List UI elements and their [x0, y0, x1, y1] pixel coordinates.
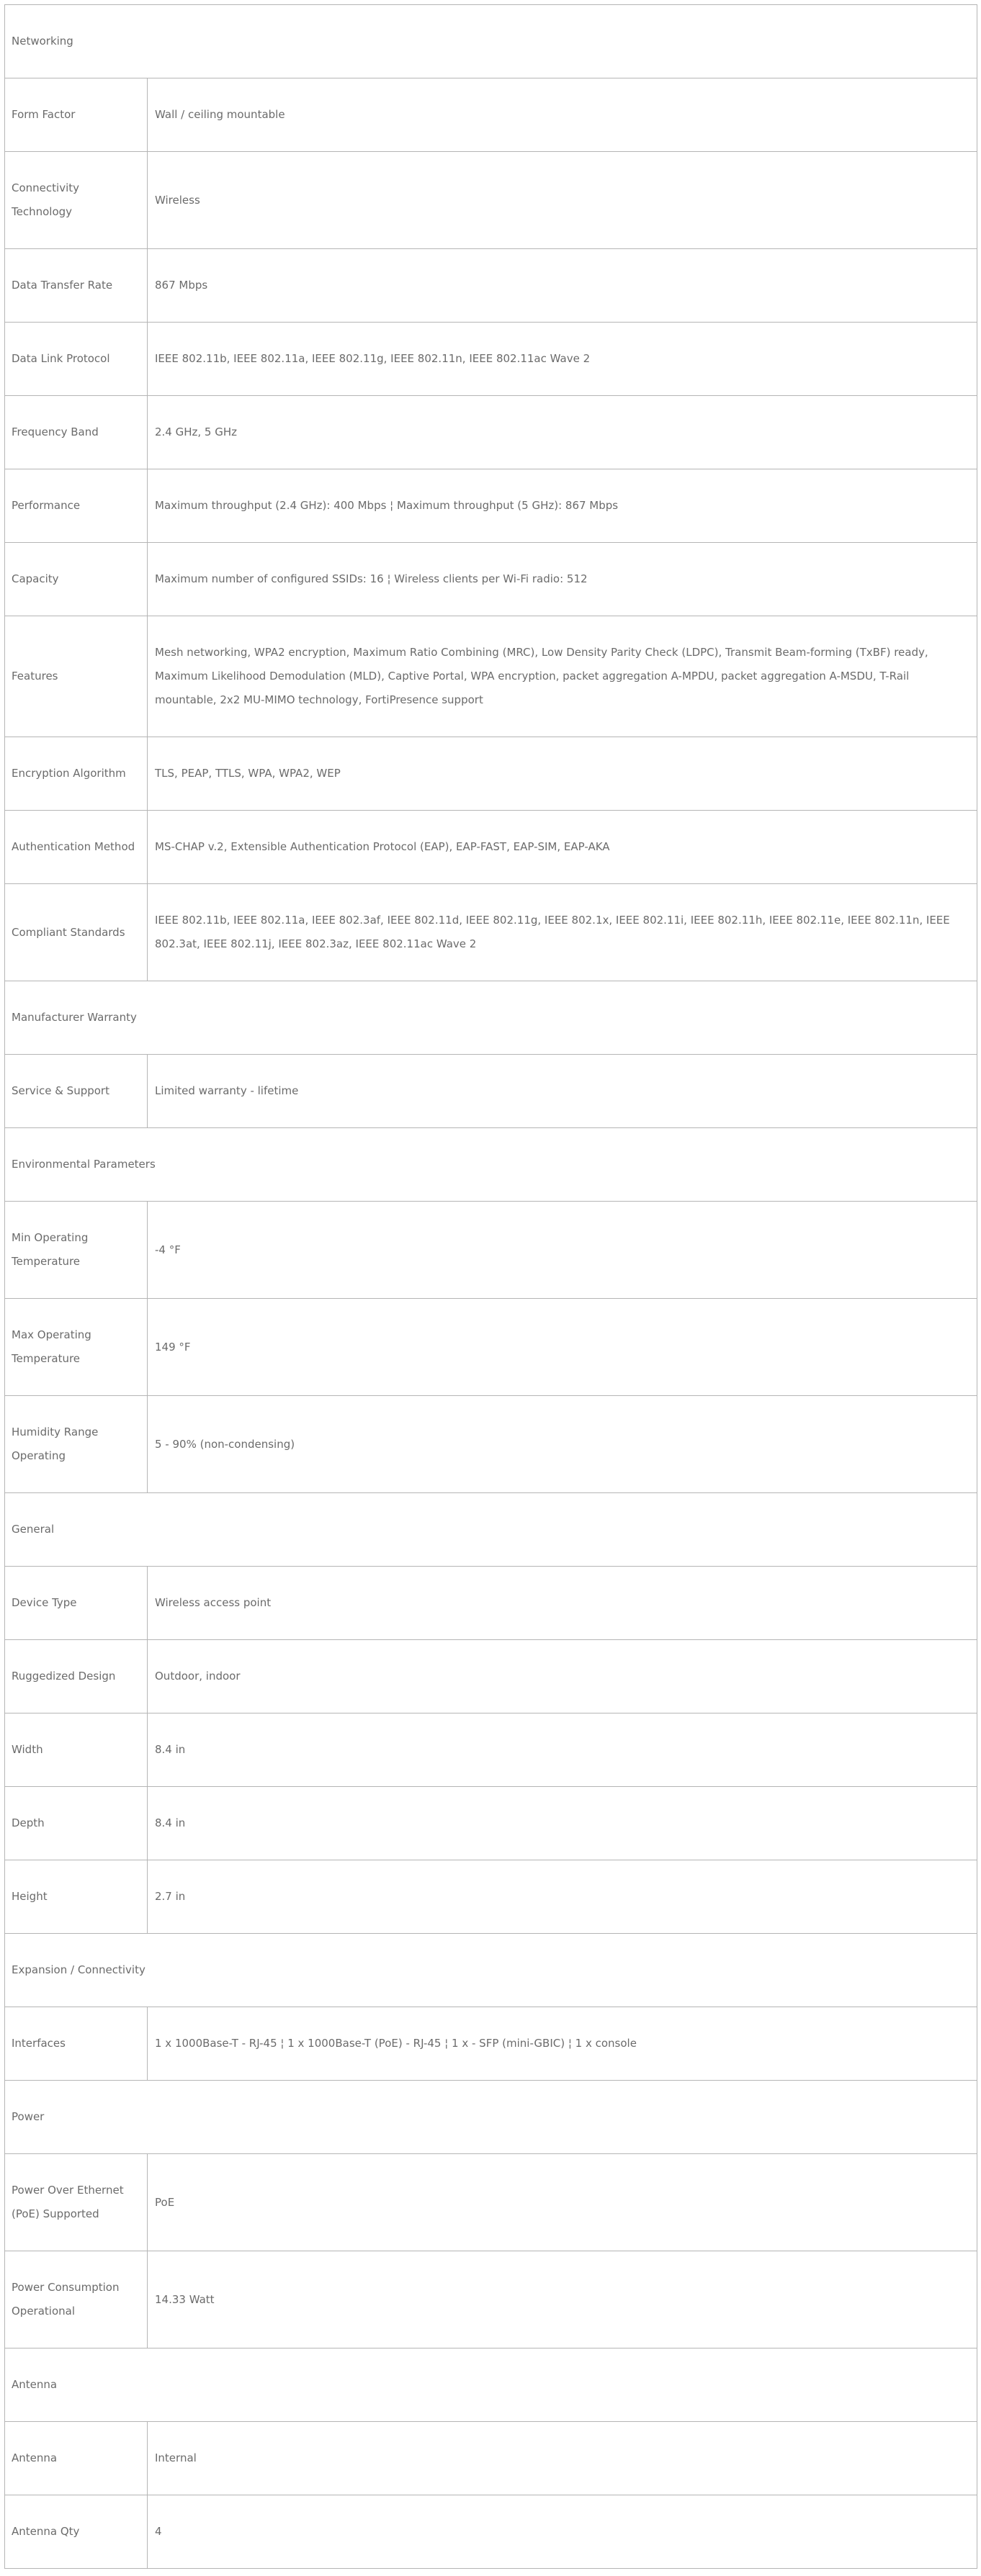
section-title: Expansion / Connectivity	[5, 1934, 977, 2007]
spec-row	[5, 2154, 977, 2251]
spec-label: Connectivity Technology	[5, 152, 148, 249]
section-header-row	[5, 1493, 977, 1567]
spec-label: Capacity	[5, 543, 148, 616]
spec-row	[5, 1202, 977, 1299]
spec-label: Width	[5, 1713, 148, 1787]
spec-value: Wall / ceiling mountable	[148, 78, 977, 152]
spec-label: Service & Support	[5, 1055, 148, 1128]
section-title: Antenna	[5, 2348, 977, 2422]
spec-value: Outdoor, indoor	[148, 1640, 977, 1713]
spec-label: Depth	[5, 1787, 148, 1860]
spec-value: 2.4 GHz, 5 GHz	[148, 396, 977, 469]
spec-value: 149 °F	[148, 1299, 977, 1396]
spec-value: Wireless	[148, 152, 977, 249]
spec-row	[5, 2251, 977, 2348]
spec-value: 14.33 Watt	[148, 2251, 977, 2348]
spec-value: 4	[148, 2495, 977, 2569]
section-title: Manufacturer Warranty	[5, 981, 977, 1055]
spec-value: 1 x 1000Base-T - RJ-45 ¦ 1 x 1000Base-T (PoE) - RJ-45 ¦ 1 x - SFP (mini-GBIC) ¦ 1 x console	[148, 2007, 977, 2081]
spec-row	[5, 2007, 977, 2081]
spec-table	[4, 4, 977, 2569]
spec-value: 5 - 90% (non-condensing)	[148, 1396, 977, 1493]
section-title: Power	[5, 2081, 977, 2154]
section-header-row	[5, 5, 977, 78]
spec-value: Internal	[148, 2422, 977, 2495]
spec-label: Data Transfer Rate	[5, 249, 148, 323]
spec-row	[5, 1713, 977, 1787]
spec-row	[5, 884, 977, 981]
spec-row	[5, 152, 977, 249]
section-header-row	[5, 1934, 977, 2007]
spec-value: Limited warranty - lifetime	[148, 1055, 977, 1128]
spec-row	[5, 811, 977, 884]
spec-label: Humidity Range Operating	[5, 1396, 148, 1493]
spec-value: 8.4 in	[148, 1713, 977, 1787]
spec-value: TLS, PEAP, TTLS, WPA, WPA2, WEP	[148, 737, 977, 811]
spec-row	[5, 616, 977, 737]
spec-label: Interfaces	[5, 2007, 148, 2081]
spec-label: Max Operating Temperature	[5, 1299, 148, 1396]
spec-label: Data Link Protocol	[5, 323, 148, 396]
spec-row	[5, 2495, 977, 2569]
spec-label: Min Operating Temperature	[5, 1202, 148, 1299]
section-title: General	[5, 1493, 977, 1567]
spec-value: Mesh networking, WPA2 encryption, Maximum Ratio Combining (MRC), Low Density Parity Check (LDPC), Transmit Beam-forming (TxBF) ready, Maximum Likelihood Demodulation (MLD), Captive Portal, WPA encryption, packet aggregation A-MPDU, packet aggregation A-MSDU, T-Rail mountable, 2x2 MU-MIMO technology, FortiPresence support	[148, 616, 977, 737]
spec-label: Features	[5, 616, 148, 737]
spec-label: Height	[5, 1860, 148, 1934]
spec-row	[5, 469, 977, 543]
spec-label: Antenna	[5, 2422, 148, 2495]
spec-row	[5, 1299, 977, 1396]
spec-label: Frequency Band	[5, 396, 148, 469]
spec-value: Maximum throughput (2.4 GHz): 400 Mbps ¦ Maximum throughput (5 GHz): 867 Mbps	[148, 469, 977, 543]
section-header-row	[5, 2348, 977, 2422]
spec-value: 867 Mbps	[148, 249, 977, 323]
spec-row	[5, 737, 977, 811]
spec-value: 2.7 in	[148, 1860, 977, 1934]
spec-row	[5, 1567, 977, 1640]
spec-value: MS-CHAP v.2, Extensible Authentication Protocol (EAP), EAP-FAST, EAP-SIM, EAP-AKA	[148, 811, 977, 884]
spec-row	[5, 1396, 977, 1493]
spec-label: Performance	[5, 469, 148, 543]
spec-label: Compliant Standards	[5, 884, 148, 981]
spec-row	[5, 1860, 977, 1934]
spec-value: Maximum number of configured SSIDs: 16 ¦ Wireless clients per Wi-Fi radio: 512	[148, 543, 977, 616]
spec-label: Authentication Method	[5, 811, 148, 884]
spec-row	[5, 2422, 977, 2495]
section-title: Networking	[5, 5, 977, 78]
section-header-row	[5, 981, 977, 1055]
spec-label: Form Factor	[5, 78, 148, 152]
spec-row	[5, 78, 977, 152]
spec-value: IEEE 802.11b, IEEE 802.11a, IEEE 802.11g, IEEE 802.11n, IEEE 802.11ac Wave 2	[148, 323, 977, 396]
spec-row	[5, 1640, 977, 1713]
spec-label: Encryption Algorithm	[5, 737, 148, 811]
spec-row	[5, 1787, 977, 1860]
spec-label: Power Over Ethernet (PoE) Supported	[5, 2154, 148, 2251]
spec-value: Wireless access point	[148, 1567, 977, 1640]
spec-label: Power Consumption Operational	[5, 2251, 148, 2348]
spec-value: IEEE 802.11b, IEEE 802.11a, IEEE 802.3af, IEEE 802.11d, IEEE 802.11g, IEEE 802.1x, IEEE 802.11i, IEEE 802.11h, IEEE 802.11e, IEEE 802.11n, IEEE 802.3at, IEEE 802.11j, IEEE 802.3az, IEEE 802.11ac Wave 2	[148, 884, 977, 981]
spec-value: PoE	[148, 2154, 977, 2251]
spec-row	[5, 1055, 977, 1128]
spec-row	[5, 396, 977, 469]
spec-label: Device Type	[5, 1567, 148, 1640]
section-header-row	[5, 2081, 977, 2154]
section-title: Environmental Parameters	[5, 1128, 977, 1202]
spec-sheet	[4, 4, 977, 2569]
spec-label: Ruggedized Design	[5, 1640, 148, 1713]
spec-label: Antenna Qty	[5, 2495, 148, 2569]
spec-value: 8.4 in	[148, 1787, 977, 1860]
spec-row	[5, 249, 977, 323]
spec-row	[5, 323, 977, 396]
section-header-row	[5, 1128, 977, 1202]
spec-row	[5, 543, 977, 616]
spec-value: -4 °F	[148, 1202, 977, 1299]
